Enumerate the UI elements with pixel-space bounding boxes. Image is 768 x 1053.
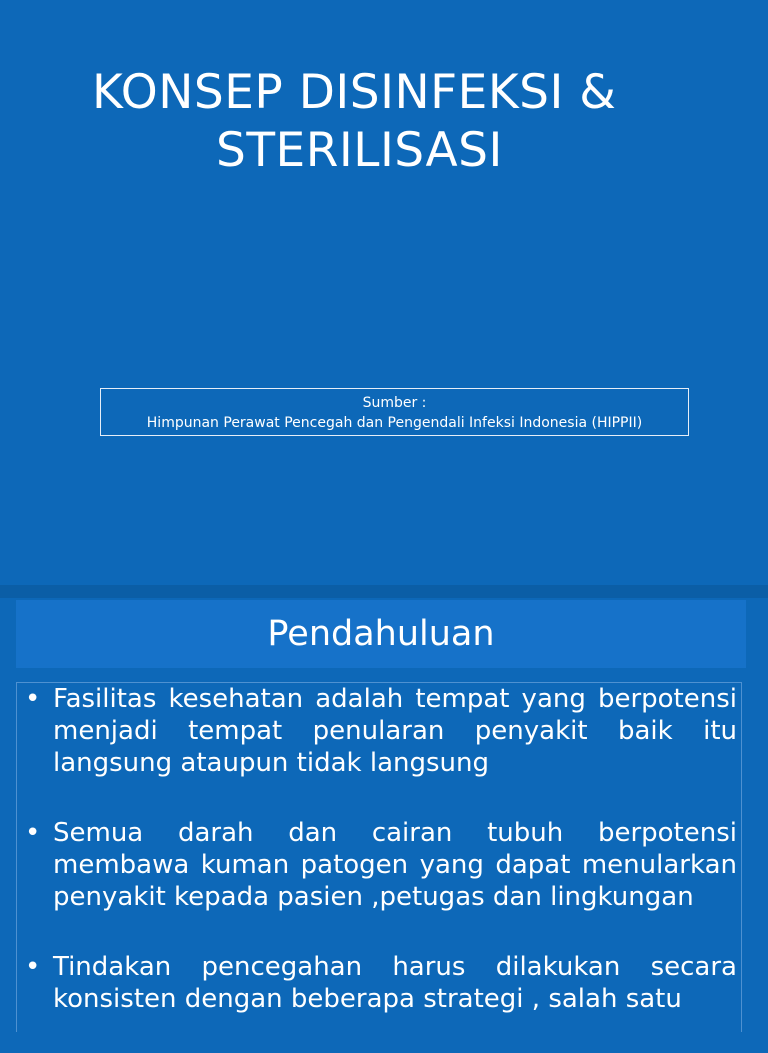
source-box bbox=[100, 388, 689, 436]
bullet-list bbox=[21, 683, 737, 1053]
bullet-item bbox=[21, 817, 737, 913]
source-label: Sumber : bbox=[362, 395, 427, 411]
content-box bbox=[16, 682, 742, 1032]
bullet-item bbox=[21, 951, 737, 1015]
bullet-text: Semua darah dan cairan tubuh berpotensi membawa kuman patogen yang dapat menularkan penyakit kepada pasien ,petugas dan lingkungan bbox=[53, 818, 737, 912]
bullet-item bbox=[21, 683, 737, 779]
bullet-text: Tindakan pencegahan harus dilakukan secara konsisten dengan beberapa strategi , salah satu bbox=[53, 952, 737, 1014]
source-text: Himpunan Perawat Pencegah dan Pengendali Infeksi Indonesia (HIPPII) bbox=[146, 415, 643, 431]
heading-band bbox=[16, 600, 746, 668]
slide-title bbox=[92, 64, 732, 180]
slide-divider bbox=[0, 585, 768, 598]
bullet-icon: • bbox=[25, 684, 41, 714]
intro-slide bbox=[0, 598, 768, 1024]
slide-heading: Pendahuluan bbox=[267, 614, 495, 654]
bullet-icon: • bbox=[25, 818, 41, 848]
bullet-icon: • bbox=[25, 952, 41, 982]
bullet-text: Fasilitas kesehatan adalah tempat yang berpotensi menjadi tempat penularan penyakit baik itu langsung ataupun tidak langsung bbox=[53, 684, 737, 778]
title-line-1: KONSEP DISINFEKSI & bbox=[92, 65, 617, 120]
title-line-2: STERILISASI bbox=[216, 123, 503, 178]
